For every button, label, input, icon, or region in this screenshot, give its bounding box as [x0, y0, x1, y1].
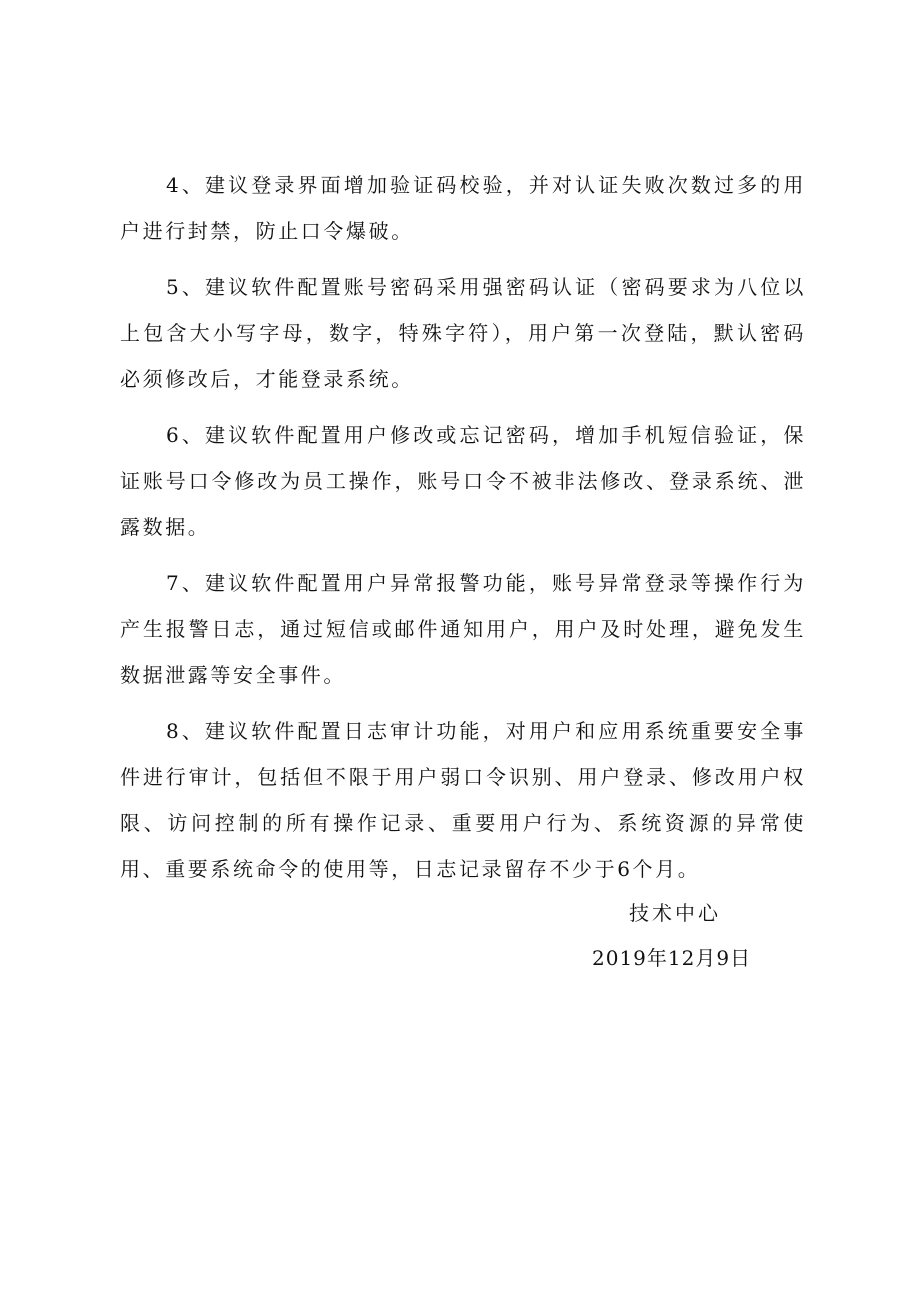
paragraph-item-6: 6、建议软件配置用户修改或忘记密码，增加手机短信验证，保证账号口令修改为员工操作，账号口令不被非法修改、登录系统、泄露数据。 [120, 423, 806, 539]
signature-department: 技术中心 [629, 901, 721, 925]
signature-date: 2019年12月9日 [592, 946, 752, 970]
paragraph-item-8: 8、建议软件配置日志审计功能，对用户和应用系统重要安全事件进行审计，包括但不限于用户弱口令识别、用户登录、修改用户权限、访问控制的所有操作记录、重要用户行为、系统资源的异常使用、重要系统命令的使用等，日志记录留存不少于6个月。 [120, 719, 806, 881]
paragraph-item-5: 5、建议软件配置账号密码采用强密码认证（密码要求为八位以上包含大小写字母，数字，特殊字符），用户第一次登陆，默认密码必须修改后，才能登录系统。 [120, 275, 806, 391]
paragraph-item-7: 7、建议软件配置用户异常报警功能，账号异常登录等操作行为产生报警日志，通过短信或邮件通知用户，用户及时处理，避免发生数据泄露等安全事件。 [120, 571, 806, 687]
paragraph-item-4: 4、建议登录界面增加验证码校验，并对认证失败次数过多的用户进行封禁，防止口令爆破。 [120, 173, 806, 243]
recommendation-list [120, 162, 806, 902]
